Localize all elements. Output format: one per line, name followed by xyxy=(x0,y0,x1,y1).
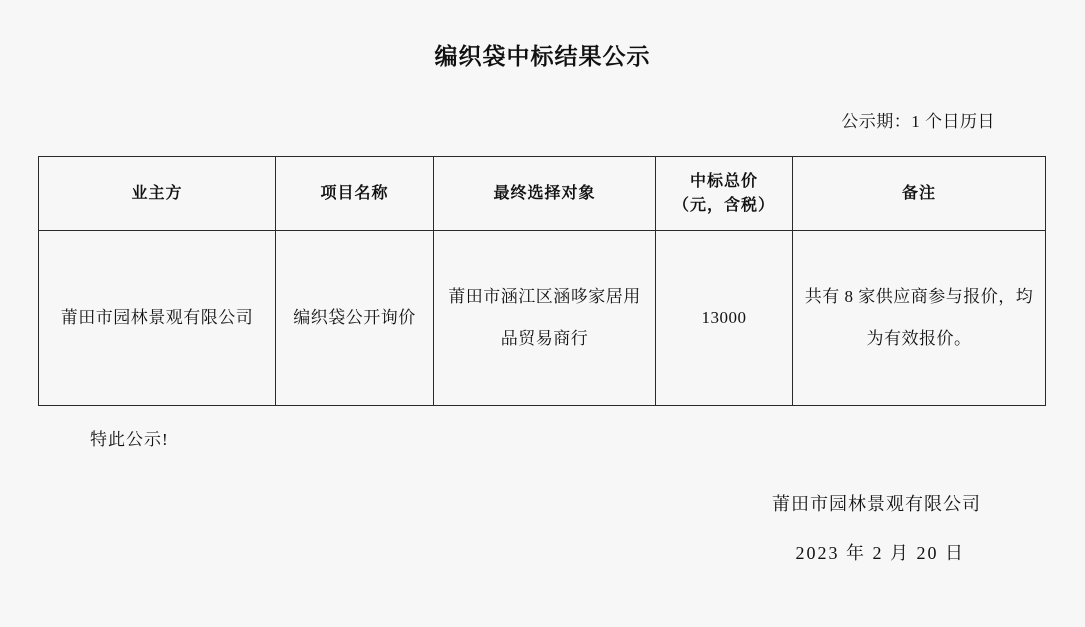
table-row xyxy=(39,231,1046,406)
column-header-price xyxy=(656,157,793,231)
column-header-owner: 业主方 xyxy=(39,157,276,231)
notice-period-text: 公示期：1 个日历日 xyxy=(841,112,995,131)
column-header-remark: 备注 xyxy=(793,157,1046,231)
table-header-row xyxy=(39,157,1046,231)
table-body xyxy=(39,231,1046,406)
bid-result-table xyxy=(38,156,1046,406)
cell-remark: 共有 8 家供应商参与报价，均为有效报价。 xyxy=(793,231,1046,406)
column-header-price-line1: 中标总价 xyxy=(689,172,758,190)
closing-note: 特此公示! xyxy=(90,430,169,449)
cell-project: 编织袋公开询价 xyxy=(276,231,434,406)
column-header-winner: 最终选择对象 xyxy=(434,157,656,231)
column-header-project: 项目名称 xyxy=(276,157,434,231)
signature-organization: 莆田市园林景观有限公司 xyxy=(772,494,981,514)
cell-price: 13000 xyxy=(656,231,793,406)
page-title: 编织袋中标结果公示 xyxy=(434,44,651,69)
signature-date: 2023 年 2 月 20 日 xyxy=(795,543,965,563)
cell-winner: 莆田市涵江区涵哆家居用品贸易商行 xyxy=(434,231,656,406)
table-header xyxy=(39,157,1046,231)
document-page xyxy=(0,40,1085,627)
cell-owner: 莆田市园林景观有限公司 xyxy=(39,231,276,406)
column-header-price-line2: （元，含税） xyxy=(672,196,775,214)
